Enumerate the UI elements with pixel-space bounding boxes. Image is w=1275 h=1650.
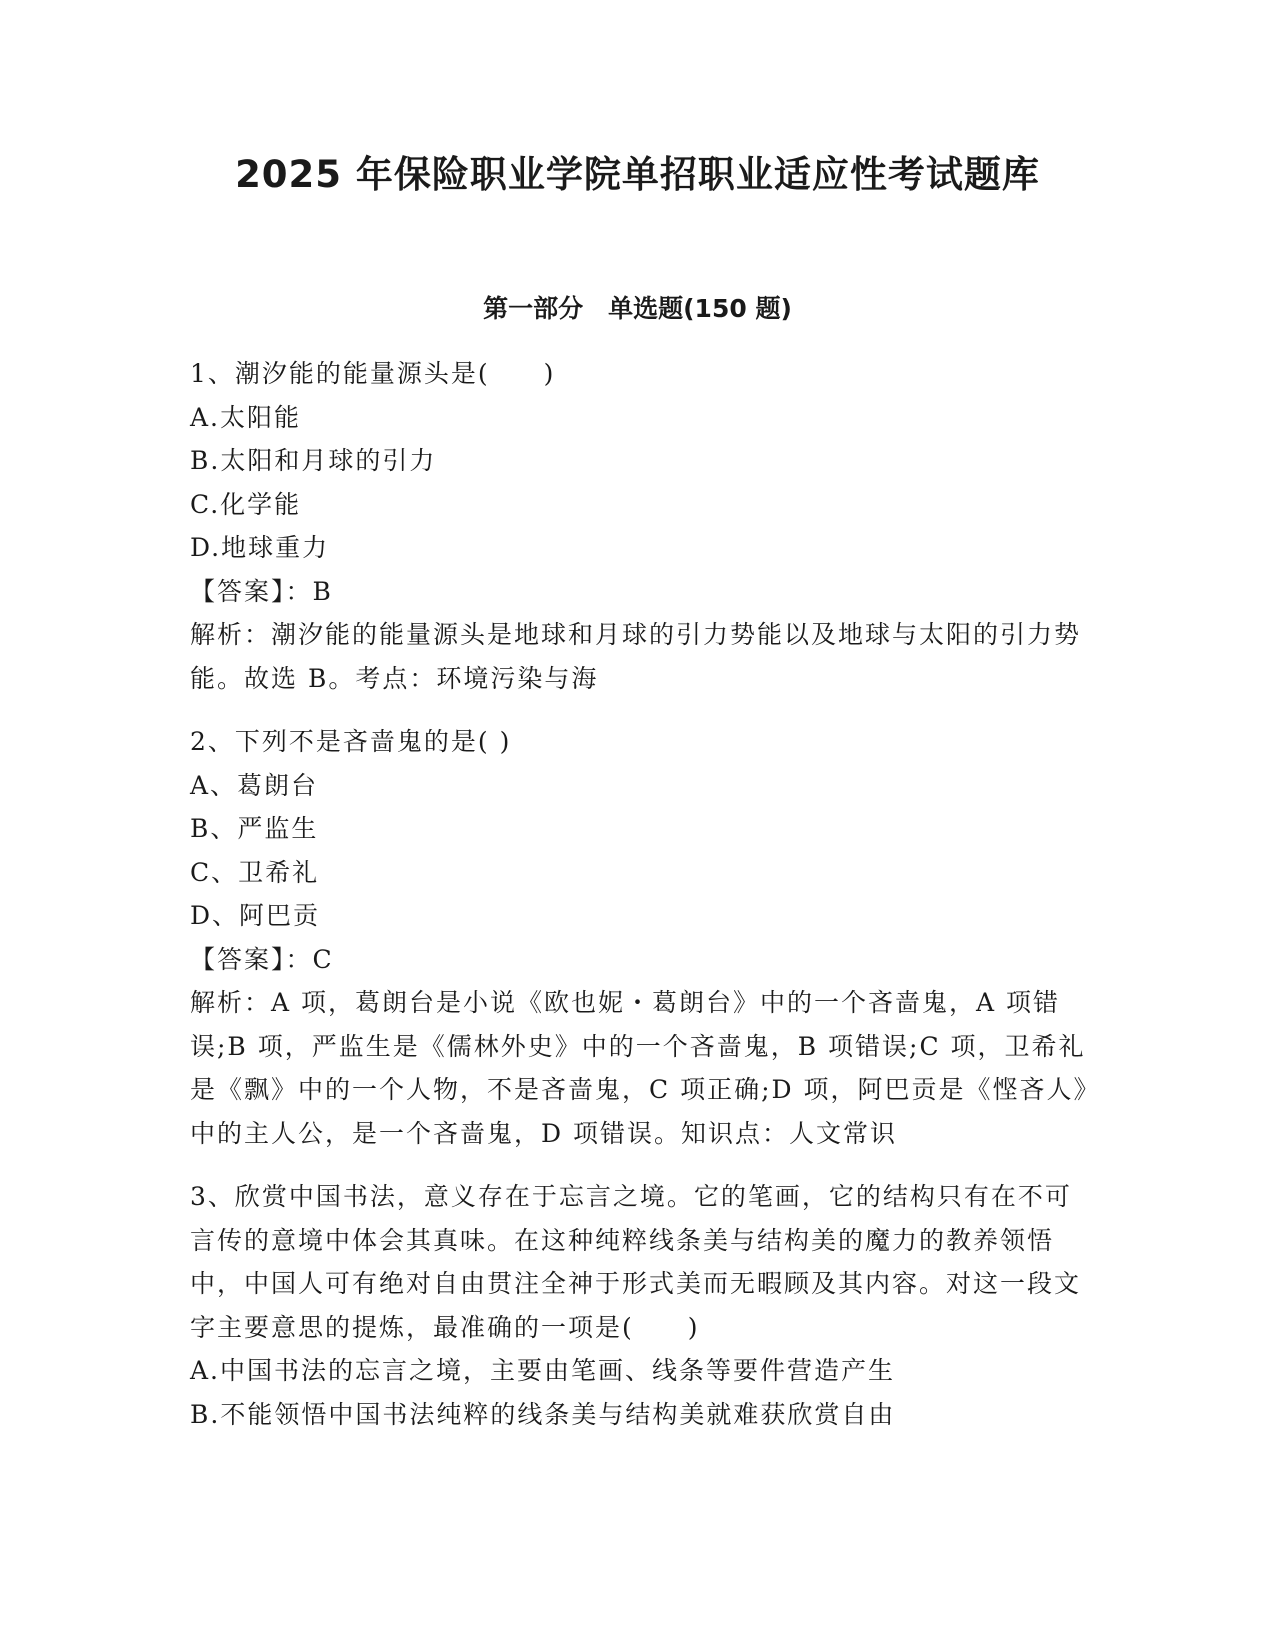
question-list — [190, 352, 1090, 1456]
option-a: A、葛朗台 — [190, 770, 319, 800]
option-b: B.太阳和月球的引力 — [190, 446, 437, 475]
option-a: A.太阳能 — [190, 402, 302, 432]
question-3 — [190, 1175, 1090, 1436]
question-stem: 3、欣赏中国书法，意义存在于忘言之境。它的笔画，它的结构只有在不可言传的意境中体会其真味。在这种纯粹线条美与结构美的魔力的教养领悟中，中国人可有绝对自由贯注全神于形式美而无暇顾及其内容。对这一段文字主要意思的提炼，最准确的一项是( ) — [190, 1182, 1082, 1342]
question-1 — [190, 352, 1090, 700]
option-b: B、严监生 — [190, 814, 319, 843]
document-title: 2025 年保险职业学院单招职业适应性考试题库 — [235, 153, 1040, 196]
section-title: 第一部分 单选题(150 题) — [483, 294, 792, 323]
answer: 【答案】：C — [190, 944, 334, 974]
option-d: D.地球重力 — [190, 533, 330, 562]
explanation: 解析：A 项，葛朗台是小说《欧也妮・葛朗台》中的一个吝啬鬼，A 项错误;B 项，严监生是《儒林外史》中的一个吝啬鬼，B 项错误;C 项，卫希礼是《飘》中的一个人物，不是吝啬鬼，C 项正确;D 项，阿巴贡是《悭吝人》中的主人公，是一个吝啬鬼，D 项错误。知识点：人文常识 — [190, 988, 1088, 1148]
explanation: 解析：潮汐能的能量源头是地球和月球的引力势能以及地球与太阳的引力势能。故选 B。考点：环境污染与海 — [190, 620, 1082, 693]
question-stem: 2、下列不是吝啬鬼的是( ) — [190, 727, 512, 756]
option-a: A.中国书法的忘言之境，主要由笔画、线条等要件营造产生 — [190, 1356, 896, 1385]
option-b: B.不能领悟中国书法纯粹的线条美与结构美就难获欣赏自由 — [190, 1399, 896, 1429]
answer: 【答案】：B — [190, 576, 333, 606]
option-c: C、卫希礼 — [190, 857, 320, 887]
question-stem: 1、潮汐能的能量源头是( ) — [190, 359, 556, 388]
question-2 — [190, 720, 1090, 1155]
option-c: C.化学能 — [190, 489, 302, 519]
option-d: D、阿巴贡 — [190, 901, 321, 930]
